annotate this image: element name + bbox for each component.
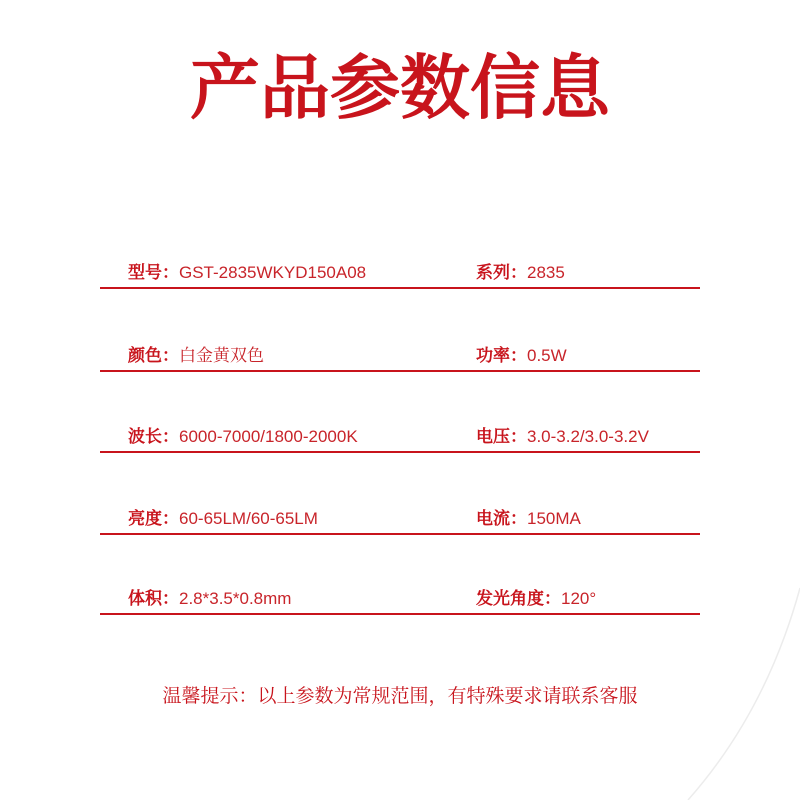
param-cell-power bbox=[476, 342, 567, 370]
param-label: 颜色： bbox=[128, 346, 179, 365]
param-label: 系列： bbox=[476, 263, 527, 282]
param-value: 2835 bbox=[527, 263, 565, 282]
param-cell-brightness bbox=[128, 505, 318, 533]
param-row bbox=[100, 505, 700, 535]
param-cell-current bbox=[476, 505, 581, 533]
param-value: 白金黄双色 bbox=[179, 346, 264, 365]
footer-note: 温馨提示：以上参数为常规范围，有特殊要求请联系客服 bbox=[162, 686, 638, 707]
param-label: 波长： bbox=[128, 427, 179, 446]
param-value: 3.0-3.2/3.0-3.2V bbox=[527, 427, 649, 446]
param-value: 120° bbox=[561, 589, 597, 608]
param-label: 功率： bbox=[476, 346, 527, 365]
param-row bbox=[100, 259, 700, 289]
param-value: 2.8*3.5*0.8mm bbox=[179, 589, 292, 608]
param-label: 型号： bbox=[128, 263, 179, 282]
param-cell-size bbox=[128, 585, 291, 613]
param-cell-series bbox=[476, 259, 565, 287]
param-cell-wavelength bbox=[128, 423, 358, 451]
param-label: 电流： bbox=[476, 509, 527, 528]
param-label: 发光角度： bbox=[476, 589, 561, 608]
param-label: 亮度： bbox=[128, 509, 179, 528]
param-label: 体积： bbox=[128, 589, 179, 608]
param-value: 150MA bbox=[527, 509, 581, 528]
param-label: 电压： bbox=[476, 427, 527, 446]
param-row bbox=[100, 423, 700, 453]
param-row bbox=[100, 585, 700, 615]
param-cell-model bbox=[128, 259, 366, 287]
param-value: GST-2835WKYD150A08 bbox=[179, 263, 367, 282]
param-row bbox=[100, 342, 700, 372]
param-value: 60-65LM/60-65LM bbox=[179, 509, 318, 528]
param-cell-color bbox=[128, 342, 264, 370]
page-title: 产品参数信息 bbox=[190, 49, 610, 127]
param-value: 0.5W bbox=[527, 346, 567, 365]
param-value: 6000-7000/1800-2000K bbox=[179, 427, 358, 446]
param-cell-beam-angle bbox=[476, 585, 596, 613]
param-cell-voltage bbox=[476, 423, 649, 451]
